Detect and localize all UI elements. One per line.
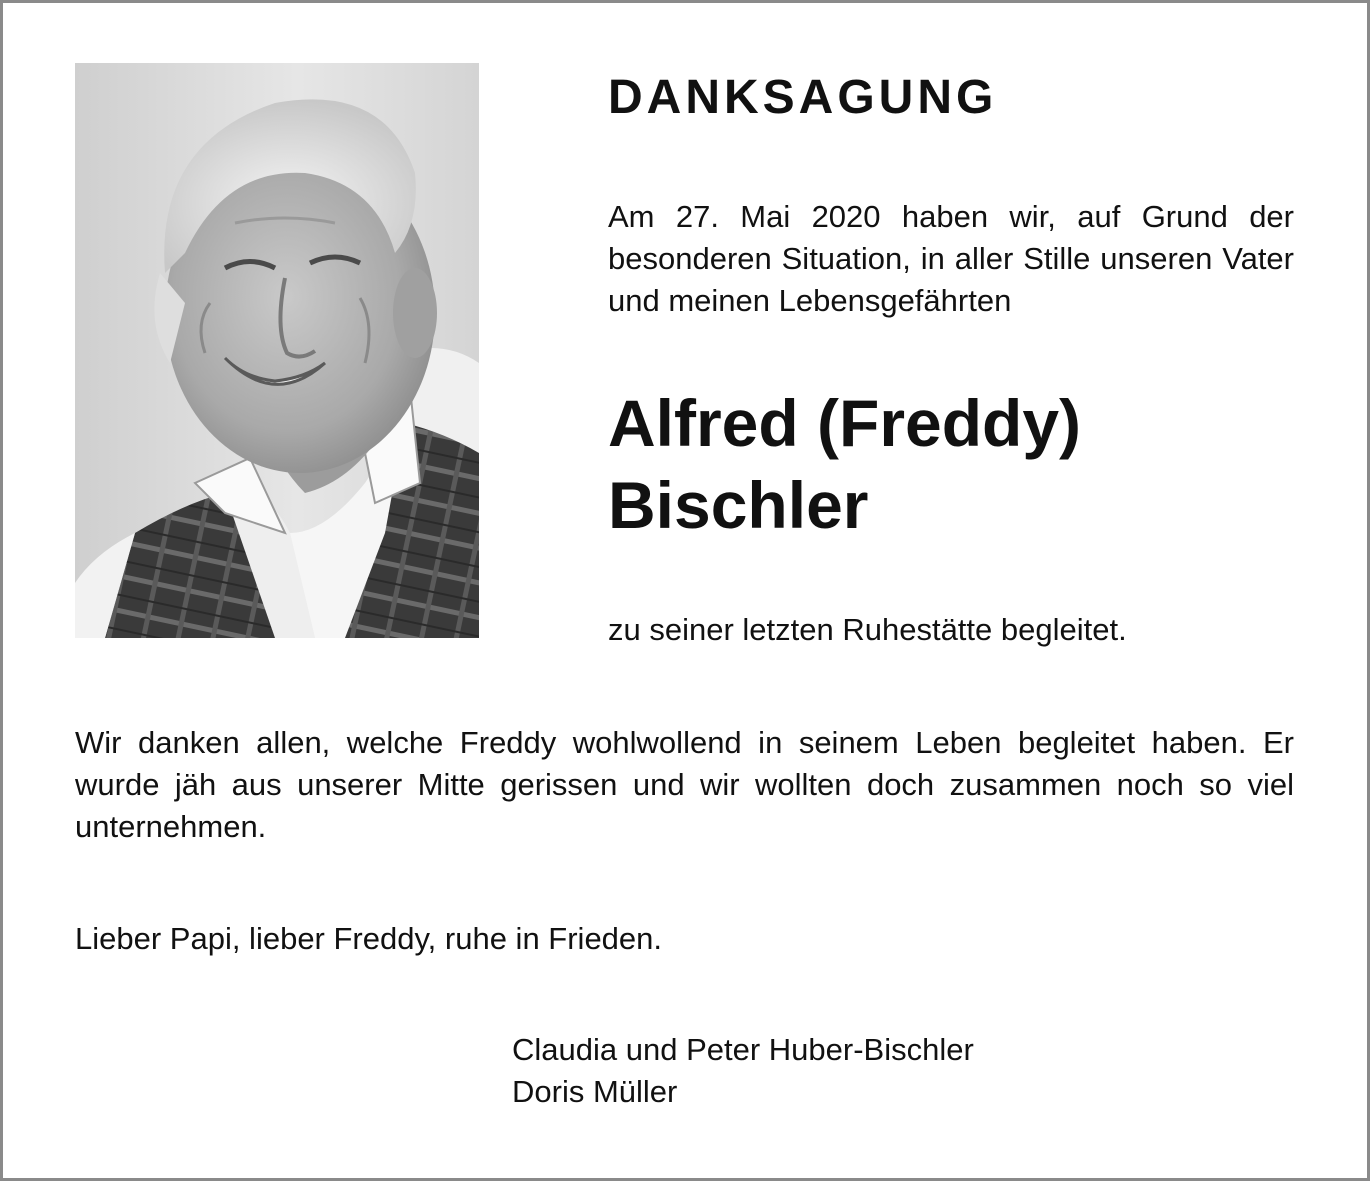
after-name-text: zu seiner letzten Ruhestätte begleitet.: [608, 612, 1127, 647]
heading-title: DANKSAGUNG: [608, 71, 998, 124]
deceased-name: [608, 382, 1308, 546]
signatories: [512, 1029, 974, 1113]
portrait-photo: [75, 63, 479, 638]
farewell-line: Lieber Papi, lieber Freddy, ruhe in Frieden.: [75, 921, 663, 956]
thanks-paragraph: Wir danken allen, welche Freddy wohlwollend in seinem Leben begleitet haben. Er wurde jäh aus unserer Mitte gerissen und wir wollten doch zusammen noch so viel unternehmen.: [75, 725, 1294, 844]
deceased-name-line-1: Alfred (Freddy): [608, 386, 1082, 460]
intro-text: Am 27. Mai 2020 haben wir, auf Grund der besonderen Situation, in aller Stille unseren Vater und meinen Lebensgefährten: [608, 199, 1294, 318]
signatory-1: Claudia und Peter Huber-Bischler: [512, 1032, 974, 1067]
signatory-2: Doris Müller: [512, 1074, 678, 1109]
deceased-name-line-2: Bischler: [608, 468, 869, 542]
